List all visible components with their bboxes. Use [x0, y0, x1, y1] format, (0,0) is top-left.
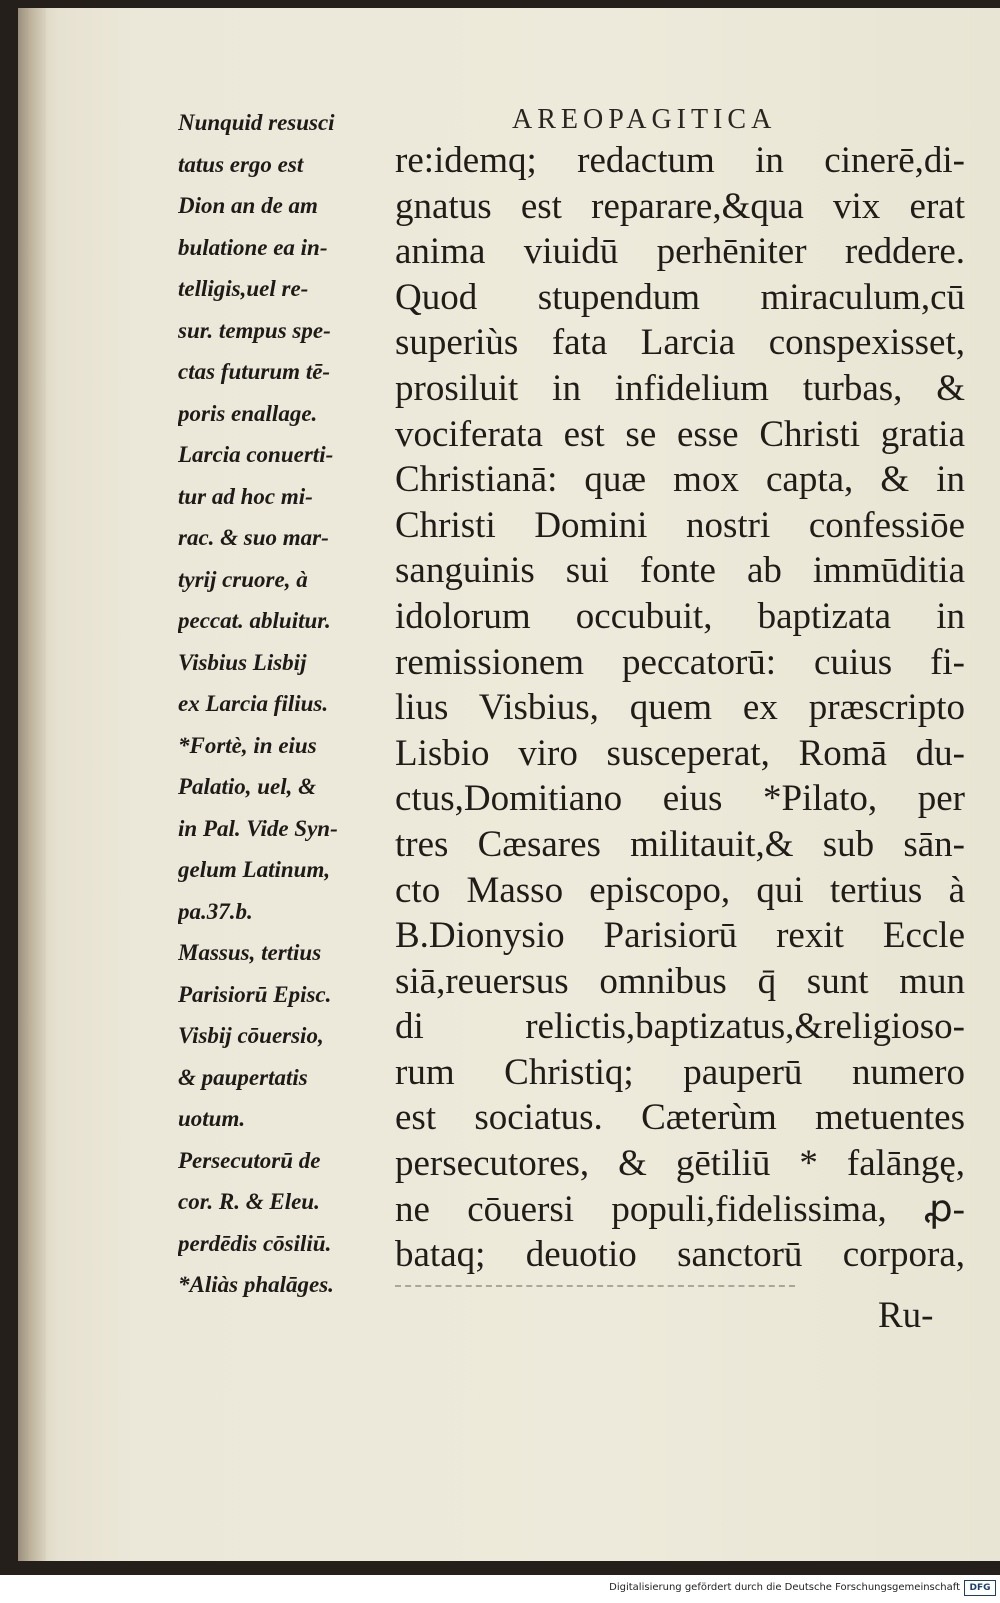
marginal-note-line: Nunquid resusci [178, 110, 335, 135]
text-line: Christi Domini nostri confessiōe [395, 504, 965, 546]
marginal-note-line: *Aliàs phalāges. [178, 1272, 334, 1297]
marginal-note-line: tyrij cruore, à [178, 566, 308, 592]
text-line: ctus,Domitiano eius *Pilato, per [395, 778, 965, 820]
marginal-note-line: & paupertatis [178, 1064, 308, 1090]
marginal-note-line: Parisiorū Episc. [178, 981, 332, 1007]
dfg-logo: DFG [964, 1580, 996, 1596]
catchword: Ru- [878, 1295, 934, 1336]
marginal-note-line: telligis,uel re- [178, 276, 309, 301]
marginal-notes [178, 102, 393, 1306]
text-line: bataq; deuotio sanctorū corpora, [395, 1234, 965, 1276]
text-line: sanguinis sui fonte ab immūditia [395, 550, 965, 592]
text-line: cto Masso episcopo, qui tertius à [395, 869, 965, 911]
marginal-note-line: tatus ergo est [178, 151, 304, 177]
text-line: rum Christiq; pauperū numero [395, 1051, 965, 1093]
marginal-note-line: Larcia conuerti- [178, 442, 334, 467]
text-line: Quod stupendum miraculum,cū [395, 276, 965, 318]
text-line: Christianā: quæ mox capta, & in [395, 459, 965, 501]
text-line: prosiluit in infidelium turbas, & [395, 367, 965, 409]
text-line: gnatus est reparare,&qua vix erat [395, 185, 965, 227]
text-line: vociferata est se esse Christi gratia [395, 413, 965, 455]
running-title: AREOPAGITICA [512, 104, 777, 135]
text-line: persecutores, & gētiliū * falāngę, [395, 1143, 965, 1185]
marginal-note-line: cor. R. & Eleu. [178, 1189, 320, 1214]
ink-bleed-line [395, 1285, 795, 1289]
marginal-note-line: sur. tempus spe- [178, 317, 331, 343]
marginal-note-line: ex Larcia filius. [178, 691, 329, 716]
marginal-note-line: gelum Latinum, [178, 857, 331, 882]
text-line: di relictis,baptizatus,&religioso- [395, 1006, 965, 1048]
main-text-block [395, 138, 965, 1278]
marginal-note-line: Visbij cōuersio, [178, 1023, 324, 1048]
marginal-note-line: perdēdis cōsiliū. [178, 1230, 332, 1256]
text-line: superiùs fata Larcia conspexisset, [395, 322, 965, 364]
marginal-note-line: rac. & suo mar- [178, 525, 329, 550]
text-line: B.Dionysio Parisiorū rexit Eccle [395, 915, 965, 957]
marginal-note-line: Dion an de am [178, 193, 318, 218]
text-line: ne cōuersi populi,fidelissima, ꝓ- [395, 1188, 965, 1230]
marginal-note-line: Persecutorū de [178, 1147, 321, 1173]
marginal-note-line: bulatione ea in- [178, 234, 328, 260]
text-line: idolorum occubuit, baptizata in [395, 595, 965, 637]
marginal-note-line: in Pal. Vide Syn- [178, 815, 338, 841]
marginal-note-line: peccat. abluitur. [178, 608, 331, 633]
text-line: re:idemq; redactum in cinerē,di- [395, 140, 965, 181]
funding-credit: Digitalisierung gefördert durch die Deutsche Forschungsgemeinschaft [609, 1582, 960, 1593]
footer-bar [0, 1575, 1000, 1603]
text-line: anima viuidū perhēniter reddere. [395, 231, 965, 273]
text-line: Lisbio viro susceperat, Romā du- [395, 732, 965, 774]
marginal-note-line: ctas futurum tē- [178, 359, 331, 384]
text-line: tres Cæsares militauit,& sub sān- [395, 823, 965, 865]
text-line: siā,reuersus omnibus q̄ sunt mun [395, 960, 965, 1002]
marginal-note-line: Palatio, uel, & [178, 774, 316, 799]
marginal-note-line: poris enallage. [178, 400, 318, 426]
marginal-note-line: *Fortè, in eius [178, 732, 317, 758]
marginal-note-line: uotum. [178, 1106, 246, 1131]
text-line: lius Visbius, quem ex præscripto [395, 687, 965, 729]
text-line: remissionem peccatorū: cuius fi- [395, 641, 965, 683]
text-line: est sociatus. Cæterùm metuentes [395, 1097, 965, 1139]
marginal-note-line: tur ad hoc mi- [178, 483, 313, 509]
page-gutter-shadow [18, 8, 46, 1561]
marginal-note-line: Visbius Lisbij [178, 649, 307, 675]
marginal-note-line: pa.37.b. [178, 898, 253, 924]
marginal-note-line: Massus, tertius [178, 940, 322, 965]
